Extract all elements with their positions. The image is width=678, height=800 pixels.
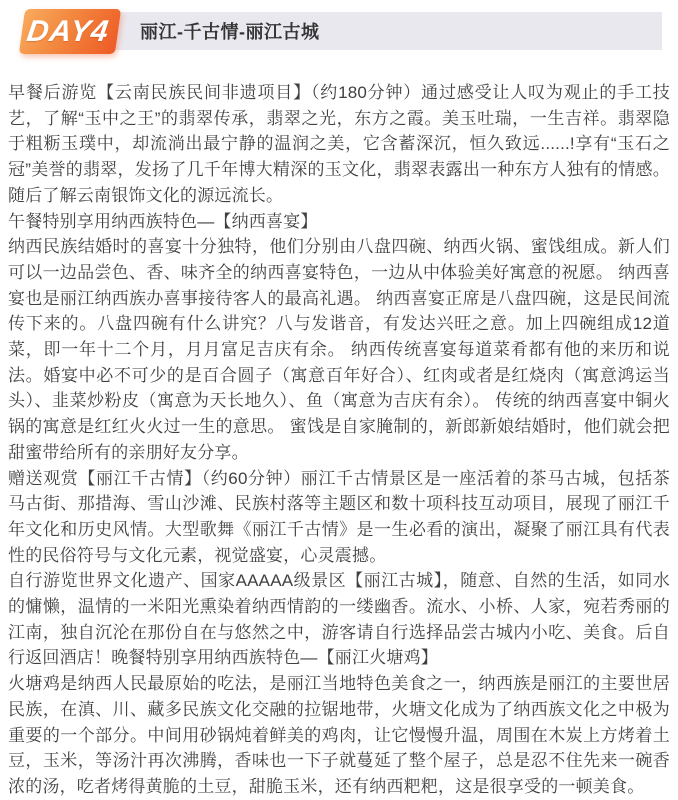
paragraph-qianguqing-show: 赠送观赏【丽江千古情】（约60分钟）丽江千古情景区是一座活着的茶马古城，包括茶马古街、那措海、雪山沙滩、民族村落等主题区和数十项科技互动项目，展现了丽江千年文化和历史风情。大型歌舞《丽江千古情》是一生必看的演出，凝聚了丽江具有代表性的民俗符号与文化元素，视觉盛宴，心灵震撼。 <box>8 468 670 565</box>
paragraph-fire-pit-chicken: 火塘鸡是纳西人民最原始的吃法，是丽江当地特色美食之一，纳西族是丽江的主要世居民族，在滇、川、藏多民族文化交融的拉锯地带，火塘文化成为了纳西族文化之中极为重要的一个部分。中间用砂锅炖着鲜美的鸡肉，让它慢慢升温，周围在木炭上方烤着土豆，玉米，等汤汁再次沸腾，香味也一下子就蔓延了整个屋子，总是忍不住先来一碗香浓的汤，吃者烤得黄脆的土豆，甜脆玉米，还有纳西粑粑，这是很享受的一顿美食。 <box>8 674 670 796</box>
day-title: 丽江-千古情-丽江古城 <box>140 22 320 42</box>
paragraph-morning-jade: 早餐后游览【云南民族民间非遗项目】（约180分钟）通过感受让人叹为观止的手工技艺，了解“玉中之王”的翡翠传承，翡翠之光，东方之霞。美玉吐瑞，一生吉祥。翡翠隐于粗粝玉璞中，却流淌出最宁静的温润之美，它含蓄深沉，恒久致远......!享有“玉石之冠”美誉的翡翠，发扬了几千年博大精深的玉文化，翡翠表露出一种东方人独有的情感。随后了解云南银饰文化的源远流长。 <box>8 83 670 205</box>
itinerary-text <box>0 80 678 800</box>
day-header-bar <box>30 12 662 50</box>
day-badge-label: DAY4 <box>24 14 112 48</box>
paragraph-old-town: 自行游览世界文化遗产、国家AAAAA级景区【丽江古城】，随意、自然的生活，如同水的慵懒，温情的一米阳光熏染着纳西情韵的一缕幽香。流水、小桥、人家，宛若秀丽的江南，独自沉沦在那份自在与悠然之中，游客请自行选择品尝古城内小吃、美食。后自行返回酒店！晚餐特别享用纳西族特色—【丽江火塘鸡】 <box>8 571 670 668</box>
day-header <box>0 0 678 54</box>
day-badge <box>19 9 121 54</box>
paragraph-naxi-banquet: 纳西民族结婚时的喜宴十分独特，他们分别由八盘四碗、纳西火锅、蜜饯组成。新人们可以一边品尝色、香、味齐全的纳西喜宴特色，一边从中体验美好寓意的祝愿。 纳西喜宴也是丽江纳西族办喜事接待客人的最高礼遇。 纳西喜宴正席是八盘四碗，这是民间流传下来的。八盘四碗有什么讲究？八与发谐音，有发达兴旺之意。加上四碗组成12道菜，即一年十二个月，月月富足吉庆有余。 纳西传统喜宴每道菜肴都有他的来历和说法。婚宴中必不可少的是百合圆子（寓意百年好合）、红肉或者是红烧肉（寓意鸿运当头）、韭菜炒粉皮（寓意为天长地久）、鱼（寓意为吉庆有余）。 传统的纳西喜宴中铜火锅的寓意是红红火火过一生的意思。 蜜饯是自家腌制的，新郎新娘结婚时，他们就会把甜蜜带给所有的亲朋好友分享。 <box>8 237 670 462</box>
paragraph-lunch-heading: 午餐特别享用纳西族特色—【纳西喜宴】 <box>8 211 318 231</box>
